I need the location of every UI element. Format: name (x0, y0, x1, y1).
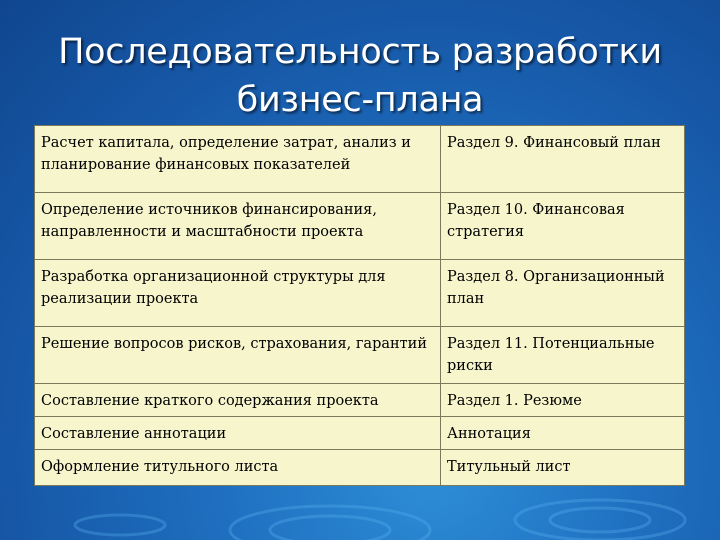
action-cell: Оформление титульного листа (35, 450, 441, 486)
section-cell: Аннотация (441, 417, 685, 450)
section-cell: Раздел 1. Резюме (441, 384, 685, 417)
action-cell: Составление аннотации (35, 417, 441, 450)
section-cell: Раздел 9. Финансовый план (441, 126, 685, 193)
slide-title-line-1: Последовательность разработки (58, 32, 662, 72)
table-row (35, 417, 685, 450)
table-row (35, 193, 685, 260)
table-row (35, 126, 685, 193)
section-cell: Раздел 8. Организационный план (441, 260, 685, 327)
business-plan-sequence-table (34, 125, 685, 486)
section-cell: Титульный лист (441, 450, 685, 486)
section-cell: Раздел 10. Финансовая стратегия (441, 193, 685, 260)
slide-title (0, 28, 720, 124)
slide-title-line-2: бизнес-плана (236, 80, 484, 120)
action-cell: Составление краткого содержания проекта (35, 384, 441, 417)
table-row (35, 384, 685, 417)
table-row (35, 327, 685, 384)
action-cell: Решение вопросов рисков, страхования, гарантий (35, 327, 441, 384)
section-cell: Раздел 11. Потенциальные риски (441, 327, 685, 384)
table-row (35, 260, 685, 327)
action-cell: Разработка организационной структуры для реализации проекта (35, 260, 441, 327)
action-cell: Расчет капитала, определение затрат, анализ и планирование финансовых показателей (35, 126, 441, 193)
table-row (35, 450, 685, 486)
action-cell: Определение источников финансирования, направленности и масштабности проекта (35, 193, 441, 260)
